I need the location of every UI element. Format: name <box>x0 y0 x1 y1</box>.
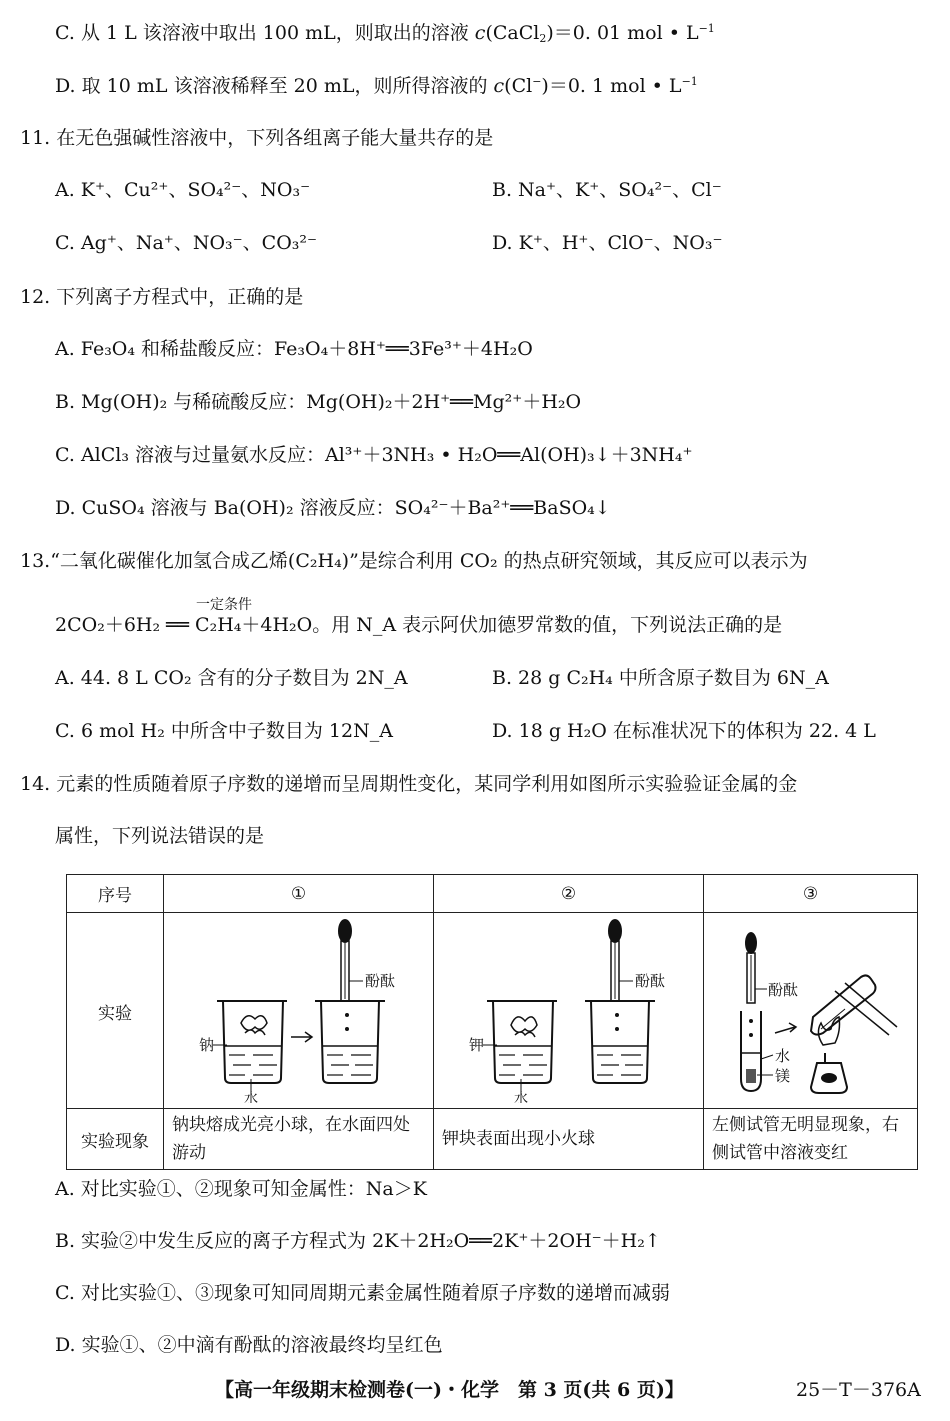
q14-option-d: D. 实验①、②中滴有酚酞的溶液最终均呈红色 <box>55 1334 443 1356</box>
label-sodium: 钠 <box>198 1036 214 1054</box>
q10-option-d: D. 取 10 mL 该溶液稀释至 20 mL，则所得溶液的 c(Cl−)＝0. 1 mol • $L^{-1}$ <box>55 75 698 97</box>
q12-option-d: D. CuSO₄ 溶液与 Ba(OH)₂ 溶液反应：SO₄²⁻＋Ba²⁺══BaSO₄↓ <box>55 497 611 519</box>
q11-stem: 11. 在无色强碱性溶液中，下列各组离子能大量共存的是 <box>20 127 494 149</box>
q11-option-a: A. K⁺、Cu²⁺、SO₄²⁻、NO₃⁻ <box>55 179 311 201</box>
footer-title: 【高一年级期末检测卷(一)・化学 第 3 页(共 6 页)】 <box>215 1379 684 1401</box>
magnesium-water-diagram <box>705 913 917 1103</box>
potassium-water-diagram <box>435 913 703 1103</box>
reaction-condition: 一定条件 <box>196 597 252 613</box>
q13-option-d: D. 18 g H₂O 在标准状况下的体积为 22. 4 L <box>492 720 876 742</box>
label-phenolphthalein-2: 酚酞 <box>634 972 665 990</box>
label-water-2: 水 <box>513 1091 528 1103</box>
phenomenon-1: 钠块熔成光亮小球，在水面四处游动 <box>164 1109 434 1170</box>
q11-option-d: D. K⁺、H⁺、ClO⁻、NO₃⁻ <box>492 232 723 254</box>
q13-option-a: A. 44. 8 L CO₂ 含有的分子数目为 2N_A <box>55 667 408 689</box>
header-exp-1: ① <box>164 875 434 913</box>
label-phenolphthalein-1: 酚酞 <box>364 972 395 990</box>
row-label-experiment: 实验 <box>67 913 164 1109</box>
q11-option-c: C. Ag⁺、Na⁺、NO₃⁻、CO₃²⁻ <box>55 232 318 254</box>
header-seq: 序号 <box>67 875 164 913</box>
experiment-table <box>66 874 918 1170</box>
q14-stem-line1: 14. 元素的性质随着原子序数的递增而呈周期性变化，某同学利用如图所示实验验证金属的金 <box>20 773 798 795</box>
header-exp-2: ② <box>434 875 704 913</box>
phenomenon-2: 钾块表面出现小火球 <box>434 1109 704 1170</box>
q13-stem-line1: 13.“二氧化碳催化加氢合成乙烯(C₂H₄)”是综合利用 CO₂ 的热点研究领域，其反应可以表示为 <box>20 550 808 572</box>
experiment-1-diagram <box>164 913 434 1109</box>
experiment-3-diagram <box>704 913 918 1109</box>
q13-option-b: B. 28 g C₂H₄ 中所含原子数目为 6N_A <box>492 667 829 689</box>
experiment-2-diagram <box>434 913 704 1109</box>
q12-option-a: A. Fe₃O₄ 和稀盐酸反应：Fe₃O₄＋8H⁺══3Fe³⁺＋4H₂O <box>55 338 533 360</box>
label-water-1: 水 <box>243 1091 258 1103</box>
table-header-row <box>67 875 918 913</box>
q13-stem-line2: 2CO₂＋6H₂ ══ C₂H₄＋4H₂O。用 N_A 表示阿伏加德罗常数的值，下列说法正确的是 <box>55 614 783 636</box>
q12-stem: 12. 下列离子方程式中，正确的是 <box>20 286 304 308</box>
q14-option-a: A. 对比实验①、②现象可知金属性：Na＞K <box>55 1178 427 1200</box>
label-magnesium: 镁 <box>774 1067 790 1085</box>
label-potassium: 钾 <box>468 1036 484 1054</box>
q14-stem-line2: 属性，下列说法错误的是 <box>55 825 265 847</box>
q14-option-c: C. 对比实验①、③现象可知同周期元素金属性随着原子序数的递增而减弱 <box>55 1282 670 1304</box>
phenomenon-3: 左侧试管无明显现象，右侧试管中溶液变红 <box>704 1109 918 1170</box>
q12-option-b: B. Mg(OH)₂ 与稀硫酸反应：Mg(OH)₂＋2H⁺══Mg²⁺＋H₂O <box>55 391 582 413</box>
q13-option-c: C. 6 mol H₂ 中所含中子数目为 12N_A <box>55 720 393 742</box>
q11-option-b: B. Na⁺、K⁺、SO₄²⁻、Cl⁻ <box>492 179 722 201</box>
header-exp-3: ③ <box>704 875 918 913</box>
table-phenomenon-row <box>67 1109 918 1170</box>
q10-option-c: C. 从 1 L 该溶液中取出 100 mL，则取出的溶液 c(CaCl$_2$)＝0. 01 mol • $L^{-1}$ <box>55 22 715 45</box>
row-label-phenomenon: 实验现象 <box>67 1109 164 1170</box>
q12-option-c: C. AlCl₃ 溶液与过量氨水反应：Al³⁺＋3NH₃ • H₂O══Al(OH)₃↓＋3NH₄⁺ <box>55 444 693 466</box>
table-experiment-row <box>67 913 918 1109</box>
label-phenolphthalein-3: 酚酞 <box>767 981 798 999</box>
label-water-3: 水 <box>774 1047 790 1065</box>
footer-code: 25－T－376A <box>796 1379 921 1401</box>
q14-option-b: B. 实验②中发生反应的离子方程式为 2K＋2H₂O══2K⁺＋2OH⁻＋H₂↑ <box>55 1230 661 1252</box>
sodium-water-diagram <box>165 913 433 1103</box>
